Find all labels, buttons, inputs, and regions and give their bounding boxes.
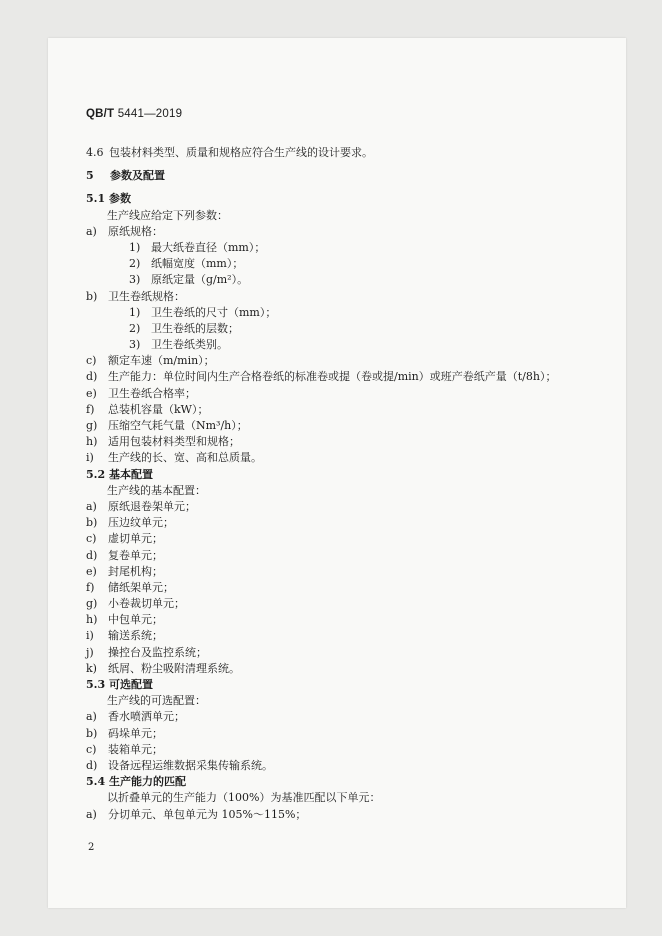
section-title: 生产能力的匹配 <box>109 775 186 789</box>
section-5-4-heading <box>86 774 606 790</box>
sub-list-marker: 2) <box>129 321 141 335</box>
list-text: 压缩空气耗气量（Nm³/h）； <box>108 419 248 432</box>
list-marker: b) <box>86 516 98 530</box>
section-5-2-list <box>86 499 606 677</box>
list-text: 适用包装材料类型和规格； <box>108 435 240 449</box>
list-item <box>86 807 606 823</box>
section-5-4-list <box>86 807 606 823</box>
list-text: 码垛单元； <box>108 726 163 740</box>
list-text: 中包单元； <box>108 613 163 627</box>
list-item <box>86 580 606 596</box>
list-marker: d) <box>86 548 98 562</box>
page-number: 2 <box>88 842 95 853</box>
list-marker: f) <box>86 402 95 416</box>
section-number: 5 <box>86 169 94 183</box>
list-text: 设备远程运维数据采集传输系统。 <box>108 758 273 772</box>
list-text: 操控台及监控系统； <box>108 645 207 659</box>
section-5-4-intro: 以折叠单元的生产能力（100%）为基准匹配以下单元： <box>107 791 381 805</box>
sub-list-text: 纸幅宽度（mm）； <box>151 257 244 271</box>
list-text: 纸屑、粉尘吸附清理系统。 <box>108 661 240 675</box>
section-title: 基本配置 <box>109 467 153 481</box>
list-marker: i) <box>86 451 94 465</box>
sub-list-text: 卫生卷纸的层数； <box>151 321 239 335</box>
standard-dash: — <box>144 108 156 120</box>
section-title: 可选配置 <box>109 678 153 691</box>
list-marker: j) <box>86 645 94 659</box>
section-5-1-heading <box>86 191 606 207</box>
list-marker: c) <box>86 532 97 546</box>
sub-list-marker: 1) <box>129 240 141 254</box>
list-text: 输送系统； <box>108 629 163 643</box>
list-marker: a) <box>86 710 97 724</box>
sub-list-marker: 3) <box>129 273 141 287</box>
sub-list-marker: 2) <box>129 257 141 271</box>
list-marker: g) <box>86 419 98 432</box>
list-text: 香水喷洒单元； <box>108 710 185 724</box>
clause-text: 包装材料类型、质量和规格应符合生产线的设计要求。 <box>109 146 373 159</box>
list-marker: a) <box>86 499 97 513</box>
standard-code: QB/T <box>86 108 115 120</box>
sub-list-text: 卫生卷纸的尺寸（mm）； <box>151 305 277 319</box>
list-marker: c) <box>86 742 97 756</box>
list-marker: i) <box>86 629 94 643</box>
list-item <box>86 548 606 564</box>
list-marker: h) <box>86 613 98 627</box>
list-marker: e) <box>86 386 97 400</box>
list-item <box>86 402 606 418</box>
list-marker: g) <box>86 597 98 611</box>
section-number: 5.1 <box>86 192 106 206</box>
list-marker: e) <box>86 564 97 578</box>
list-text: 装箱单元； <box>108 742 163 756</box>
list-item <box>86 531 606 547</box>
list-item <box>86 353 606 369</box>
sub-list-marker: 1) <box>129 305 141 319</box>
clause-4-6 <box>86 145 606 161</box>
list-item <box>86 499 606 515</box>
list-item <box>86 418 606 434</box>
list-text: 储纸架单元； <box>108 580 174 594</box>
document-body <box>86 145 606 823</box>
section-5-heading <box>86 168 606 184</box>
section-5-3-list <box>86 709 606 774</box>
section-title: 参数 <box>109 192 131 206</box>
list-item <box>86 742 606 758</box>
section-5-3-intro: 生产线的可选配置： <box>107 694 206 708</box>
list-text: 虚切单元； <box>108 532 163 546</box>
section-5-2-heading <box>86 467 606 483</box>
list-item <box>86 612 606 628</box>
sub-list-item <box>86 337 606 353</box>
section-5-1-list <box>86 224 606 467</box>
sub-list-item <box>86 321 606 337</box>
sub-list-item <box>86 256 606 272</box>
list-marker: f) <box>86 580 95 594</box>
list-text: 小卷裁切单元； <box>108 597 185 611</box>
list-marker: c) <box>86 354 97 368</box>
sub-list-text: 原纸定量（g/m²）。 <box>151 273 249 287</box>
sub-list-text: 最大纸卷直径（mm）； <box>151 240 266 254</box>
section-5-3-heading <box>86 677 606 693</box>
list-text: 总装机容量（kW）； <box>108 402 209 416</box>
list-item <box>86 386 606 402</box>
standard-header <box>86 108 182 120</box>
sub-list-item <box>86 240 606 256</box>
list-item <box>86 661 606 677</box>
list-item <box>86 564 606 580</box>
sub-list-text: 卫生卷纸类别。 <box>151 338 228 352</box>
list-text: 生产能力：单位时间内生产合格卷纸的标准卷或提（卷或提/min）或班产卷纸产量（t/8h）； <box>108 370 557 384</box>
sub-list-item <box>86 305 606 321</box>
list-text: 原纸退卷架单元； <box>108 499 196 513</box>
list-marker: b) <box>86 726 98 740</box>
list-marker: a) <box>86 807 97 821</box>
section-5-1-intro: 生产线应给定下列参数： <box>107 208 228 222</box>
list-text: 额定车速（m/min）； <box>108 354 215 368</box>
list-text: 封尾机构； <box>108 564 163 578</box>
list-text: 压边纹单元； <box>108 516 174 530</box>
section-title: 参数及配置 <box>110 169 165 183</box>
sub-list-item <box>86 272 606 288</box>
list-item <box>86 434 606 450</box>
section-number: 5.2 <box>86 467 106 481</box>
list-item <box>86 645 606 661</box>
standard-number: 5441 <box>117 108 145 120</box>
list-item <box>86 450 606 466</box>
list-marker: b) <box>86 289 98 303</box>
list-marker: a) <box>86 224 97 238</box>
list-item <box>86 289 606 305</box>
list-text: 原纸规格： <box>108 224 163 238</box>
standard-year: 2019 <box>155 108 183 120</box>
list-text: 生产线的长、宽、高和总质量。 <box>108 451 262 465</box>
sub-list-marker: 3) <box>129 338 141 352</box>
list-marker: d) <box>86 758 98 772</box>
list-item <box>86 628 606 644</box>
list-item <box>86 224 606 240</box>
list-item <box>86 726 606 742</box>
list-text: 卫生卷纸合格率； <box>108 386 196 400</box>
list-item <box>86 369 606 385</box>
list-text: 分切单元、单包单元为 105%～115%； <box>108 807 307 821</box>
list-marker: k) <box>86 661 97 675</box>
list-marker: d) <box>86 370 98 384</box>
list-marker: h) <box>86 435 98 449</box>
list-item <box>86 515 606 531</box>
list-item <box>86 758 606 774</box>
list-text: 卫生卷纸规格： <box>108 289 185 303</box>
list-item <box>86 596 606 612</box>
list-item <box>86 709 606 725</box>
section-number: 5.3 <box>86 678 106 691</box>
clause-number: 4.6 <box>86 146 104 159</box>
section-5-2-intro: 生产线的基本配置： <box>107 483 206 497</box>
section-number: 5.4 <box>86 775 106 789</box>
list-text: 复卷单元； <box>108 548 163 562</box>
